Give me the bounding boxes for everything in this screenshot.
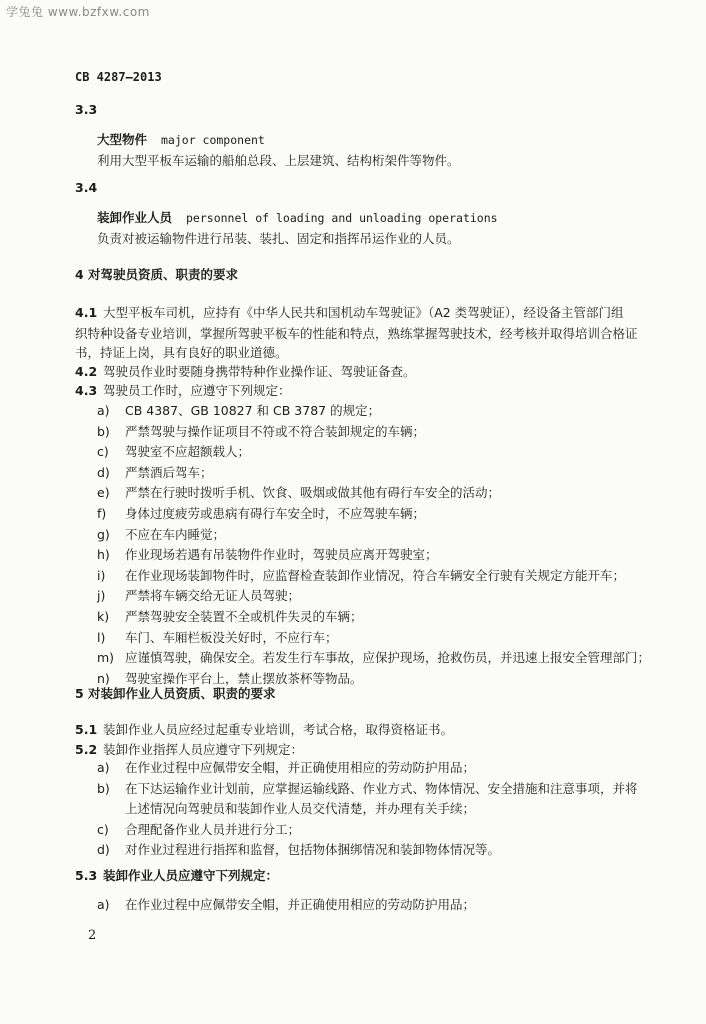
list-label: i) [97,567,106,583]
list-item [97,566,650,587]
clause-number: 3.3 [75,102,98,117]
list-item [97,758,638,779]
paragraph-number: 4.1 [75,305,98,320]
list-label: a) [97,760,110,775]
list-item [97,504,650,525]
list-label: n) [97,670,110,686]
paragraph-number: 4.3 [75,383,98,398]
paragraph-text: 驾驶员作业时要随身携带特种作业操作证、驾驶证备查。 [103,364,416,379]
paragraph-number: 4.2 [75,364,98,379]
list-label: f) [97,505,107,521]
watermark: 学兔兔 www.bzfxw.com [6,5,150,19]
term-english: major component [161,133,265,147]
list-item [97,525,650,546]
list-label: a) [97,897,110,912]
list-label: d) [97,842,110,858]
list-item [97,648,650,669]
list-item [97,607,650,628]
term-line [97,130,265,148]
paragraph-5-1 [75,720,453,738]
list-text: 在作业现场装卸物件时，应监督检查装卸作业情况，符合车辆安全行驶有关规定方能开车； [125,567,626,583]
list-text: 严禁驾驶与操作证项目不符或不符合装卸规定的车辆； [125,423,426,439]
list-text: 严禁酒后驾车； [125,464,213,480]
term-english: personnel of loading and unloading operations [186,211,498,225]
list-item [97,895,475,916]
list-text: 在下达运输作业计划前，应掌握运输线路、作业方式、物体情况、安全措施和注意事项，并将 [125,780,638,796]
term-line [97,208,498,226]
paragraph-4-3 [75,381,291,399]
list-text: 严禁将车辆交给无证人员驾驶； [125,588,301,604]
list-label: j) [97,588,106,604]
paragraph-5-2 [75,740,303,758]
list-item [97,463,650,484]
list-item [97,840,638,861]
paragraph-4-2 [75,362,416,380]
list-label: l) [97,629,106,645]
list-label: a) [97,403,110,418]
list-5-3 [97,895,475,916]
section-title: 4 对驾驶员资质、职责的要求 [75,267,239,282]
paragraph-number: 5.3 [75,868,98,883]
list-label: e) [97,485,110,501]
list-item [97,545,650,566]
list-label: g) [97,526,110,542]
clause-number: 3.4 [75,180,98,195]
list-label: h) [97,547,110,563]
paragraph-text: 驾驶员工作时，应遵守下列规定： [103,383,291,398]
list-text: 严禁在行驶时拨听手机、饮食、吸烟或做其他有碍行车安全的活动； [125,485,501,501]
list-item [97,483,650,504]
paragraph-text: 装卸作业人员应经过起重专业培训，考试合格，取得资格证书。 [103,722,454,737]
list-text: 对作业过程进行指挥和监督，包括物体捆绑情况和装卸物体情况等。 [125,842,501,858]
paragraph-text: 装卸作业人员应遵守下列规定： [103,868,279,883]
list-text: 身体过度疲劳或患病有碍行车安全时，不应驾驶车辆； [125,505,426,521]
list-label: c) [97,821,109,837]
list-5-2 [97,758,638,861]
list-item [97,779,638,800]
list-text: CB 4387、GB 10827 和 CB 3787 的规定； [125,403,381,418]
paragraph-number: 5.2 [75,742,98,757]
list-label: d) [97,464,110,480]
paragraph-line: 书，持证上岗，具有良好的职业道德。 [75,345,288,360]
paragraph-5-3 [75,866,278,884]
list-text: 驾驶室不应超额载人； [125,444,251,460]
paragraph-number: 5.1 [75,722,98,737]
term-definition: 利用大型平板车运输的船舶总段、上层建筑、结构桁架件等物件。 [97,153,460,168]
list-item [97,422,650,443]
paragraph-text: 装卸作业指挥人员应遵守下列规定： [103,742,304,757]
list-label: m) [97,650,115,666]
term-chinese: 大型物件 [97,132,148,147]
list-text: 在作业过程中应佩带安全帽，并正确使用相应的劳动防护用品； [125,760,476,775]
term-chinese: 装卸作业人员 [97,210,173,225]
list-item [97,401,650,422]
paragraph-4-1 [75,303,623,321]
list-item [97,586,650,607]
page-number: 2 [88,928,97,943]
list-text: 车门、车厢栏板没关好时，不应行车； [125,629,338,645]
list-item [97,820,638,841]
term-definition: 负责对被运输物件进行吊装、装扎、固定和指挥吊运作业的人员。 [97,231,460,246]
list-label: b) [97,423,110,439]
list-text: 不应在车内睡觉； [125,526,226,542]
paragraph-line: 织特种设备专业培训，掌握所驾驶平板车的性能和特点，熟练掌握驾驶技术，经考核并取得培训合格证 [75,326,638,341]
standard-number-header: CB 4287—2013 [75,70,162,84]
list-text: 应谨慎驾驶，确保安全。若发生行车事故，应保护现场，抢救伤员，并迅速上报安全管理部门； [125,650,651,666]
list-label: c) [97,444,109,460]
section-title: 5 对装卸作业人员资质、职责的要求 [75,686,276,701]
list-text: 合理配备作业人员并进行分工； [125,821,301,837]
list-4-3 [97,401,650,689]
list-item [97,628,650,649]
list-item-continuation: 上述情况向驾驶员和装卸作业人员交代清楚，并办理有关手续； [125,801,476,817]
paragraph-line: 大型平板车司机，应持有《中华人民共和国机动车驾驶证》（A2 类驾驶证），经设备主管部门组 [103,305,624,320]
list-text: 在作业过程中应佩带安全帽，并正确使用相应的劳动防护用品； [125,897,476,912]
list-text: 驾驶室操作平台上，禁止摆放茶杯等物品。 [125,670,363,686]
list-label: k) [97,608,110,624]
list-text: 严禁驾驶安全装置不全或机件失灵的车辆； [125,608,363,624]
list-item [97,442,650,463]
list-text: 作业现场若遇有吊装物件作业时，驾驶员应离开驾驶室； [125,547,438,563]
list-label: b) [97,780,110,796]
